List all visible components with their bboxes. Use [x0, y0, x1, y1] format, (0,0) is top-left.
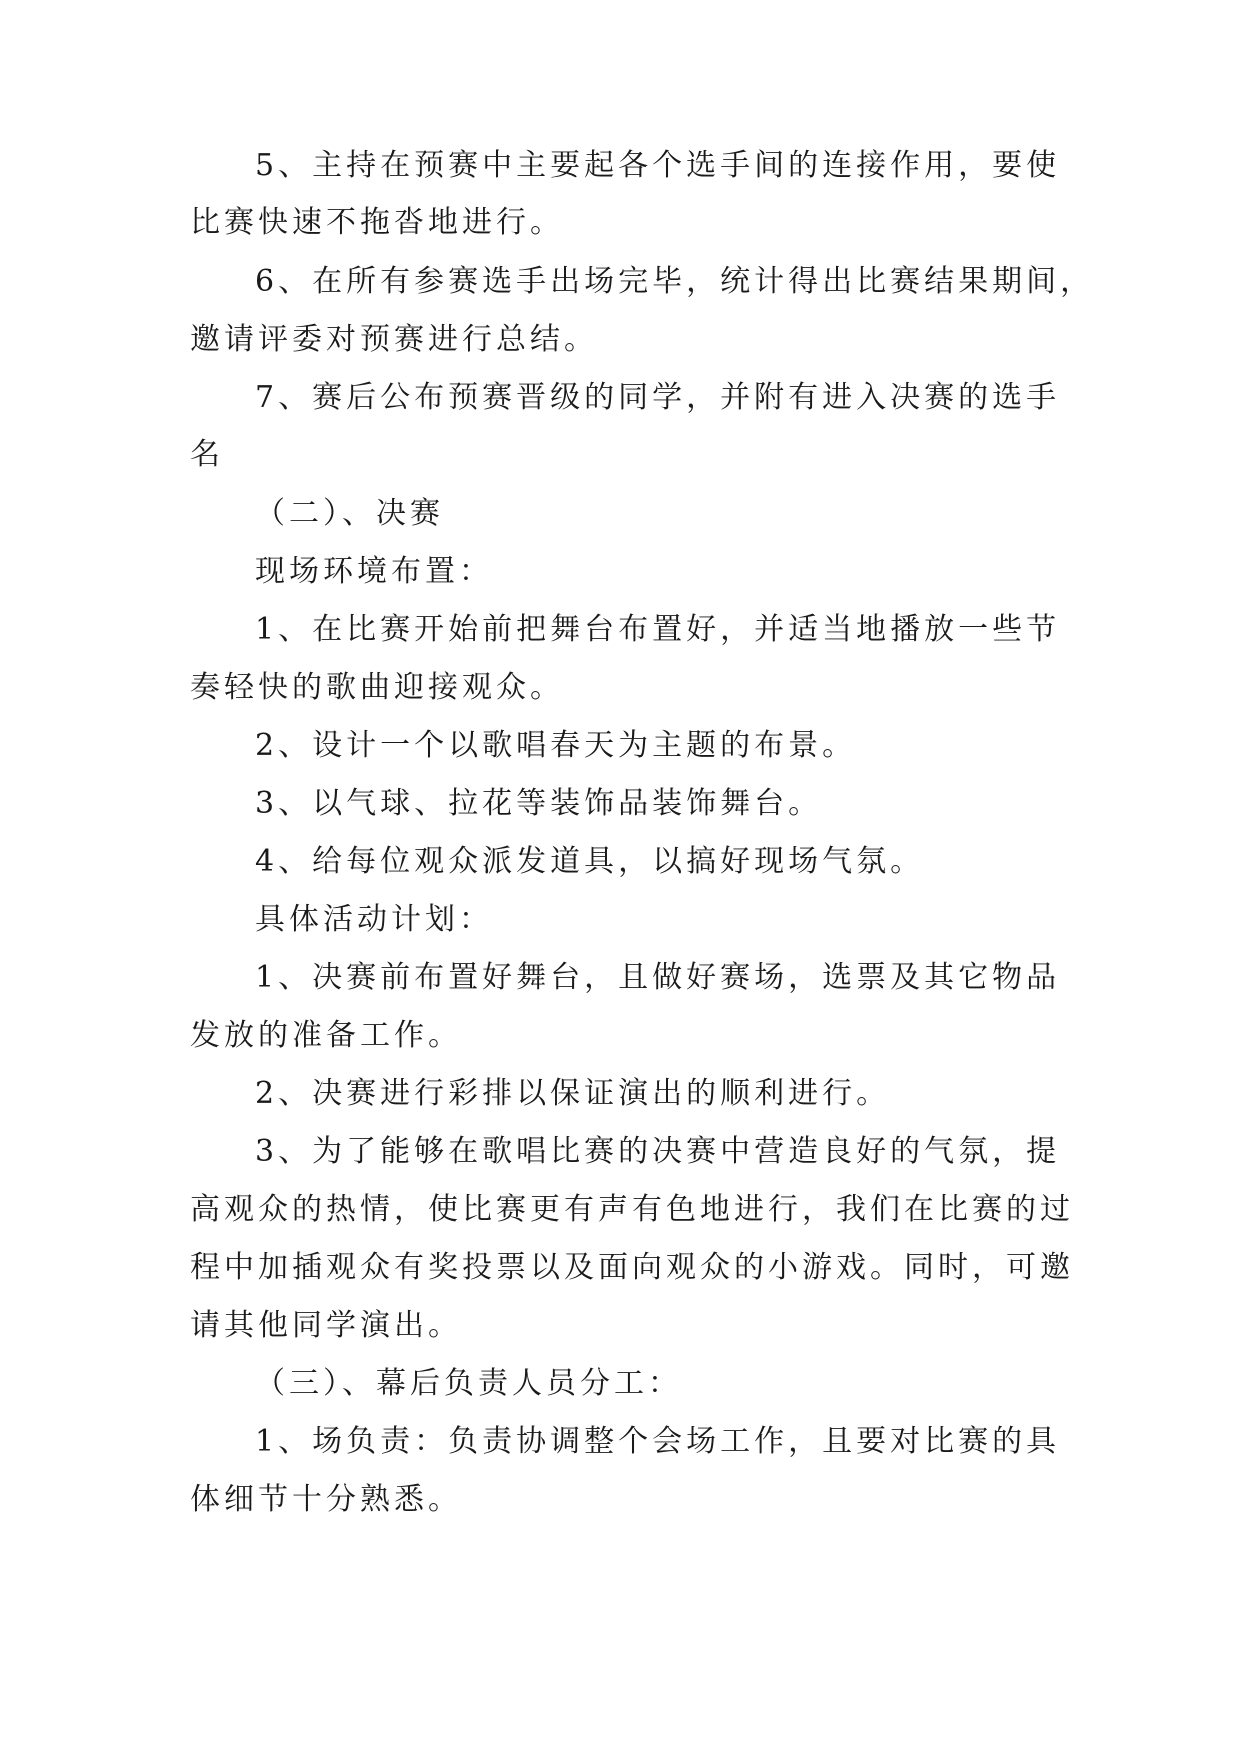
paragraph-line: 请其他同学演出。	[190, 1308, 462, 1343]
paragraph-line: 发放的准备工作。	[190, 1018, 462, 1053]
paragraph-line: 程中加插观众有奖投票以及面向观众的小游戏。同时，可邀	[190, 1250, 1074, 1285]
paragraph-line: 7、赛后公布预赛晋级的同学，并附有进入决赛的选手	[255, 380, 1061, 415]
paragraph-line: 奏轻快的歌曲迎接观众。	[190, 670, 564, 705]
paragraph-line: 高观众的热情，使比赛更有声有色地进行，我们在比赛的过	[190, 1192, 1074, 1227]
paragraph-line: 体细节十分熟悉。	[190, 1482, 462, 1517]
paragraph-line: 比赛快速不拖沓地进行。	[190, 205, 564, 240]
section-heading: （二）、决赛	[255, 496, 444, 531]
paragraph-line: 4、给每位观众派发道具，以搞好现场气氛。	[255, 844, 925, 879]
paragraph-line: 2、设计一个以歌唱春天为主题的布景。	[255, 728, 857, 763]
subheading: 现场环境布置：	[255, 554, 493, 589]
section-heading: （三）、幕后负责人员分工：	[255, 1366, 682, 1401]
paragraph-line: 邀请评委对预赛进行总结。	[190, 322, 598, 357]
paragraph-line: 3、为了能够在歌唱比赛的决赛中营造良好的气氛，提	[255, 1134, 1061, 1169]
paragraph-line: 1、决赛前布置好舞台，且做好赛场，选票及其它物品	[255, 960, 1061, 995]
paragraph-line: 5、主持在预赛中主要起各个选手间的连接作用，要使	[255, 148, 1061, 183]
paragraph-line: 名	[190, 437, 224, 472]
paragraph-line: 1、在比赛开始前把舞台布置好，并适当地播放一些节	[255, 612, 1061, 647]
paragraph-line: 1、场负责：负责协调整个会场工作，且要对比赛的具	[255, 1424, 1061, 1459]
subheading: 具体活动计划：	[255, 902, 493, 937]
paragraph-line: 2、决赛进行彩排以保证演出的顺利进行。	[255, 1076, 891, 1111]
paragraph-line: 6、在所有参赛选手出场完毕，统计得出比赛结果期间，	[255, 264, 1095, 299]
paragraph-line: 3、以气球、拉花等装饰品装饰舞台。	[255, 786, 823, 821]
